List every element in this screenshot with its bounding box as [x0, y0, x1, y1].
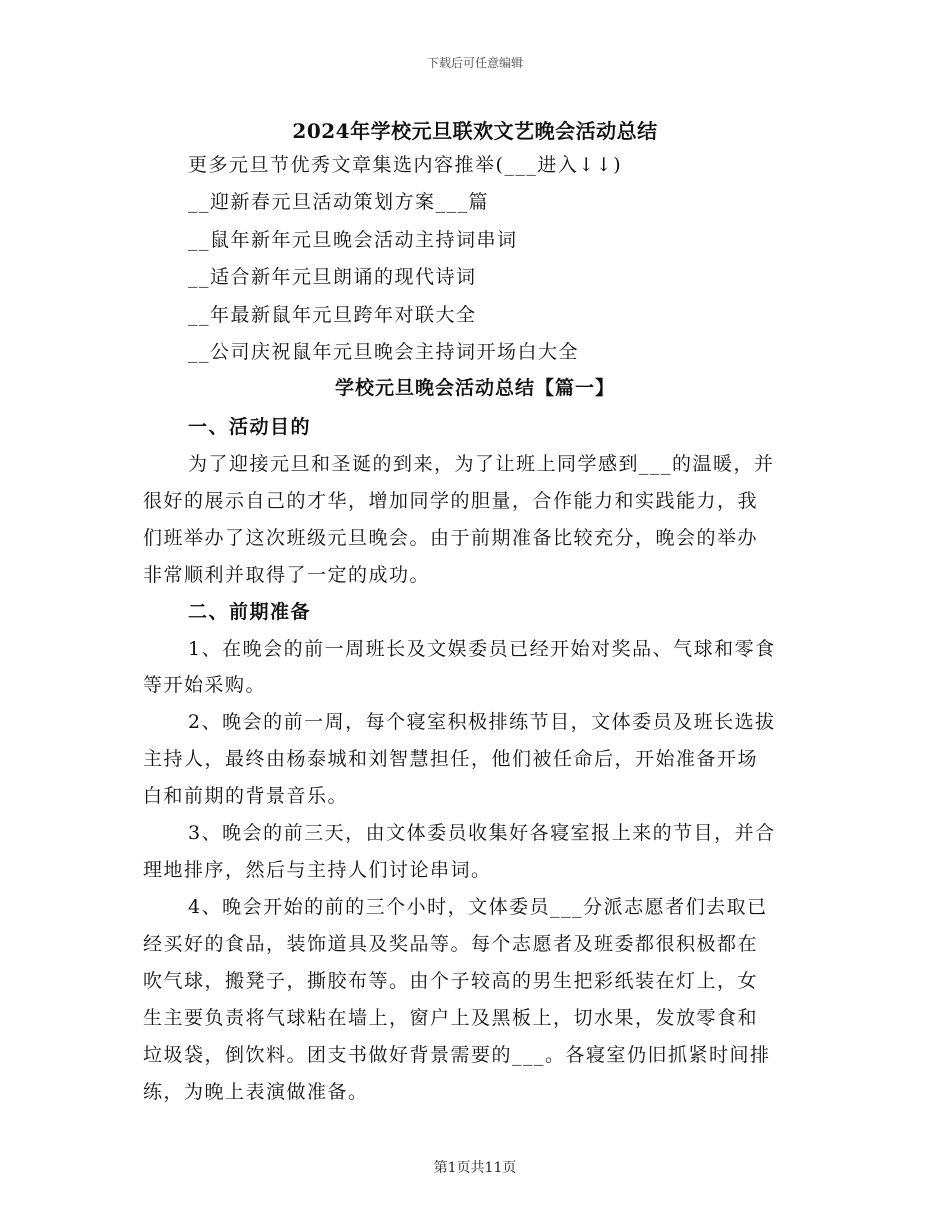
paragraph-line: 理地排序，然后与主持人们讨论串词。	[143, 859, 492, 881]
recommend-link-3[interactable]: __适合新年元旦朗诵的现代诗词	[188, 266, 477, 288]
paragraph-line: 3、晚会的前三天，由文体委员收集好各寝室报上来的节目，并合	[188, 822, 776, 844]
recommend-link-5[interactable]: __公司庆祝鼠年元旦晚会主持词开场白大全	[188, 341, 580, 363]
paragraph-line: 练，为晚上表演做准备。	[143, 1081, 369, 1103]
paragraph-line: 等开始采购。	[143, 674, 267, 696]
paragraph-line: 们班举办了这次班级元旦晚会。由于前期准备比较充分，晚会的举办	[143, 527, 759, 549]
recommend-link-4[interactable]: __年最新鼠年元旦跨年对联大全	[188, 304, 477, 326]
section-subtitle: 学校元旦晚会活动总结【篇一】	[334, 377, 615, 399]
header-note: 下载后可任意编辑	[426, 56, 523, 70]
paragraph-line: 经买好的食品，装饰道具及奖品等。每个志愿者及班委都很积极都在	[143, 933, 759, 955]
paragraph-line: 非常顺利并取得了一定的成功。	[143, 564, 431, 586]
paragraph-line: 很好的展示自己的才华，增加同学的胆量，合作能力和实践能力，我	[143, 490, 759, 512]
paragraph-line: 垃圾袋，倒饮料。团支书做好背景需要的___。各寝室仍旧抓紧时间排	[143, 1044, 771, 1066]
section2-heading: 二、前期准备	[188, 601, 312, 623]
page-footer: 第1页共11页	[433, 1160, 517, 1176]
paragraph-line: 2、晚会的前一周，每个寝室积极排练节目，文体委员及班长选拔	[188, 711, 776, 733]
document-title: 2024年学校元旦联欢文艺晚会活动总结	[292, 119, 658, 143]
section1-heading: 一、活动目的	[188, 416, 312, 438]
paragraph-line: 生主要负责将气球粘在墙上，窗户上及黑板上，切水果，发放零食和	[143, 1007, 759, 1029]
paragraph-line: 1、在晚会的前一周班长及文娱委员已经开始对奖品、气球和零食	[188, 638, 776, 660]
paragraph-line: 4、晚会开始的前的三个小时，文体委员___分派志愿者们去取已	[188, 896, 768, 918]
paragraph-line: 白和前期的背景音乐。	[143, 785, 349, 807]
paragraph-line: 主持人，最终由杨泰城和刘智慧担任，他们被任命后，开始准备开场	[143, 748, 759, 770]
recommend-link-2[interactable]: __鼠年新年元旦晚会活动主持词串词	[188, 229, 518, 251]
paragraph-line: 吹气球，搬凳子，撕胶布等。由个子较高的男生把彩纸装在灯上，女	[143, 970, 759, 992]
recommend-intro: 更多元旦节优秀文章集选内容推举(___进入↓↓)	[188, 154, 623, 176]
recommend-link-1[interactable]: __迎新春元旦活动策划方案___篇	[188, 191, 490, 213]
paragraph-line: 为了迎接元旦和圣诞的到来，为了让班上同学感到___的温暖，并	[188, 453, 775, 475]
